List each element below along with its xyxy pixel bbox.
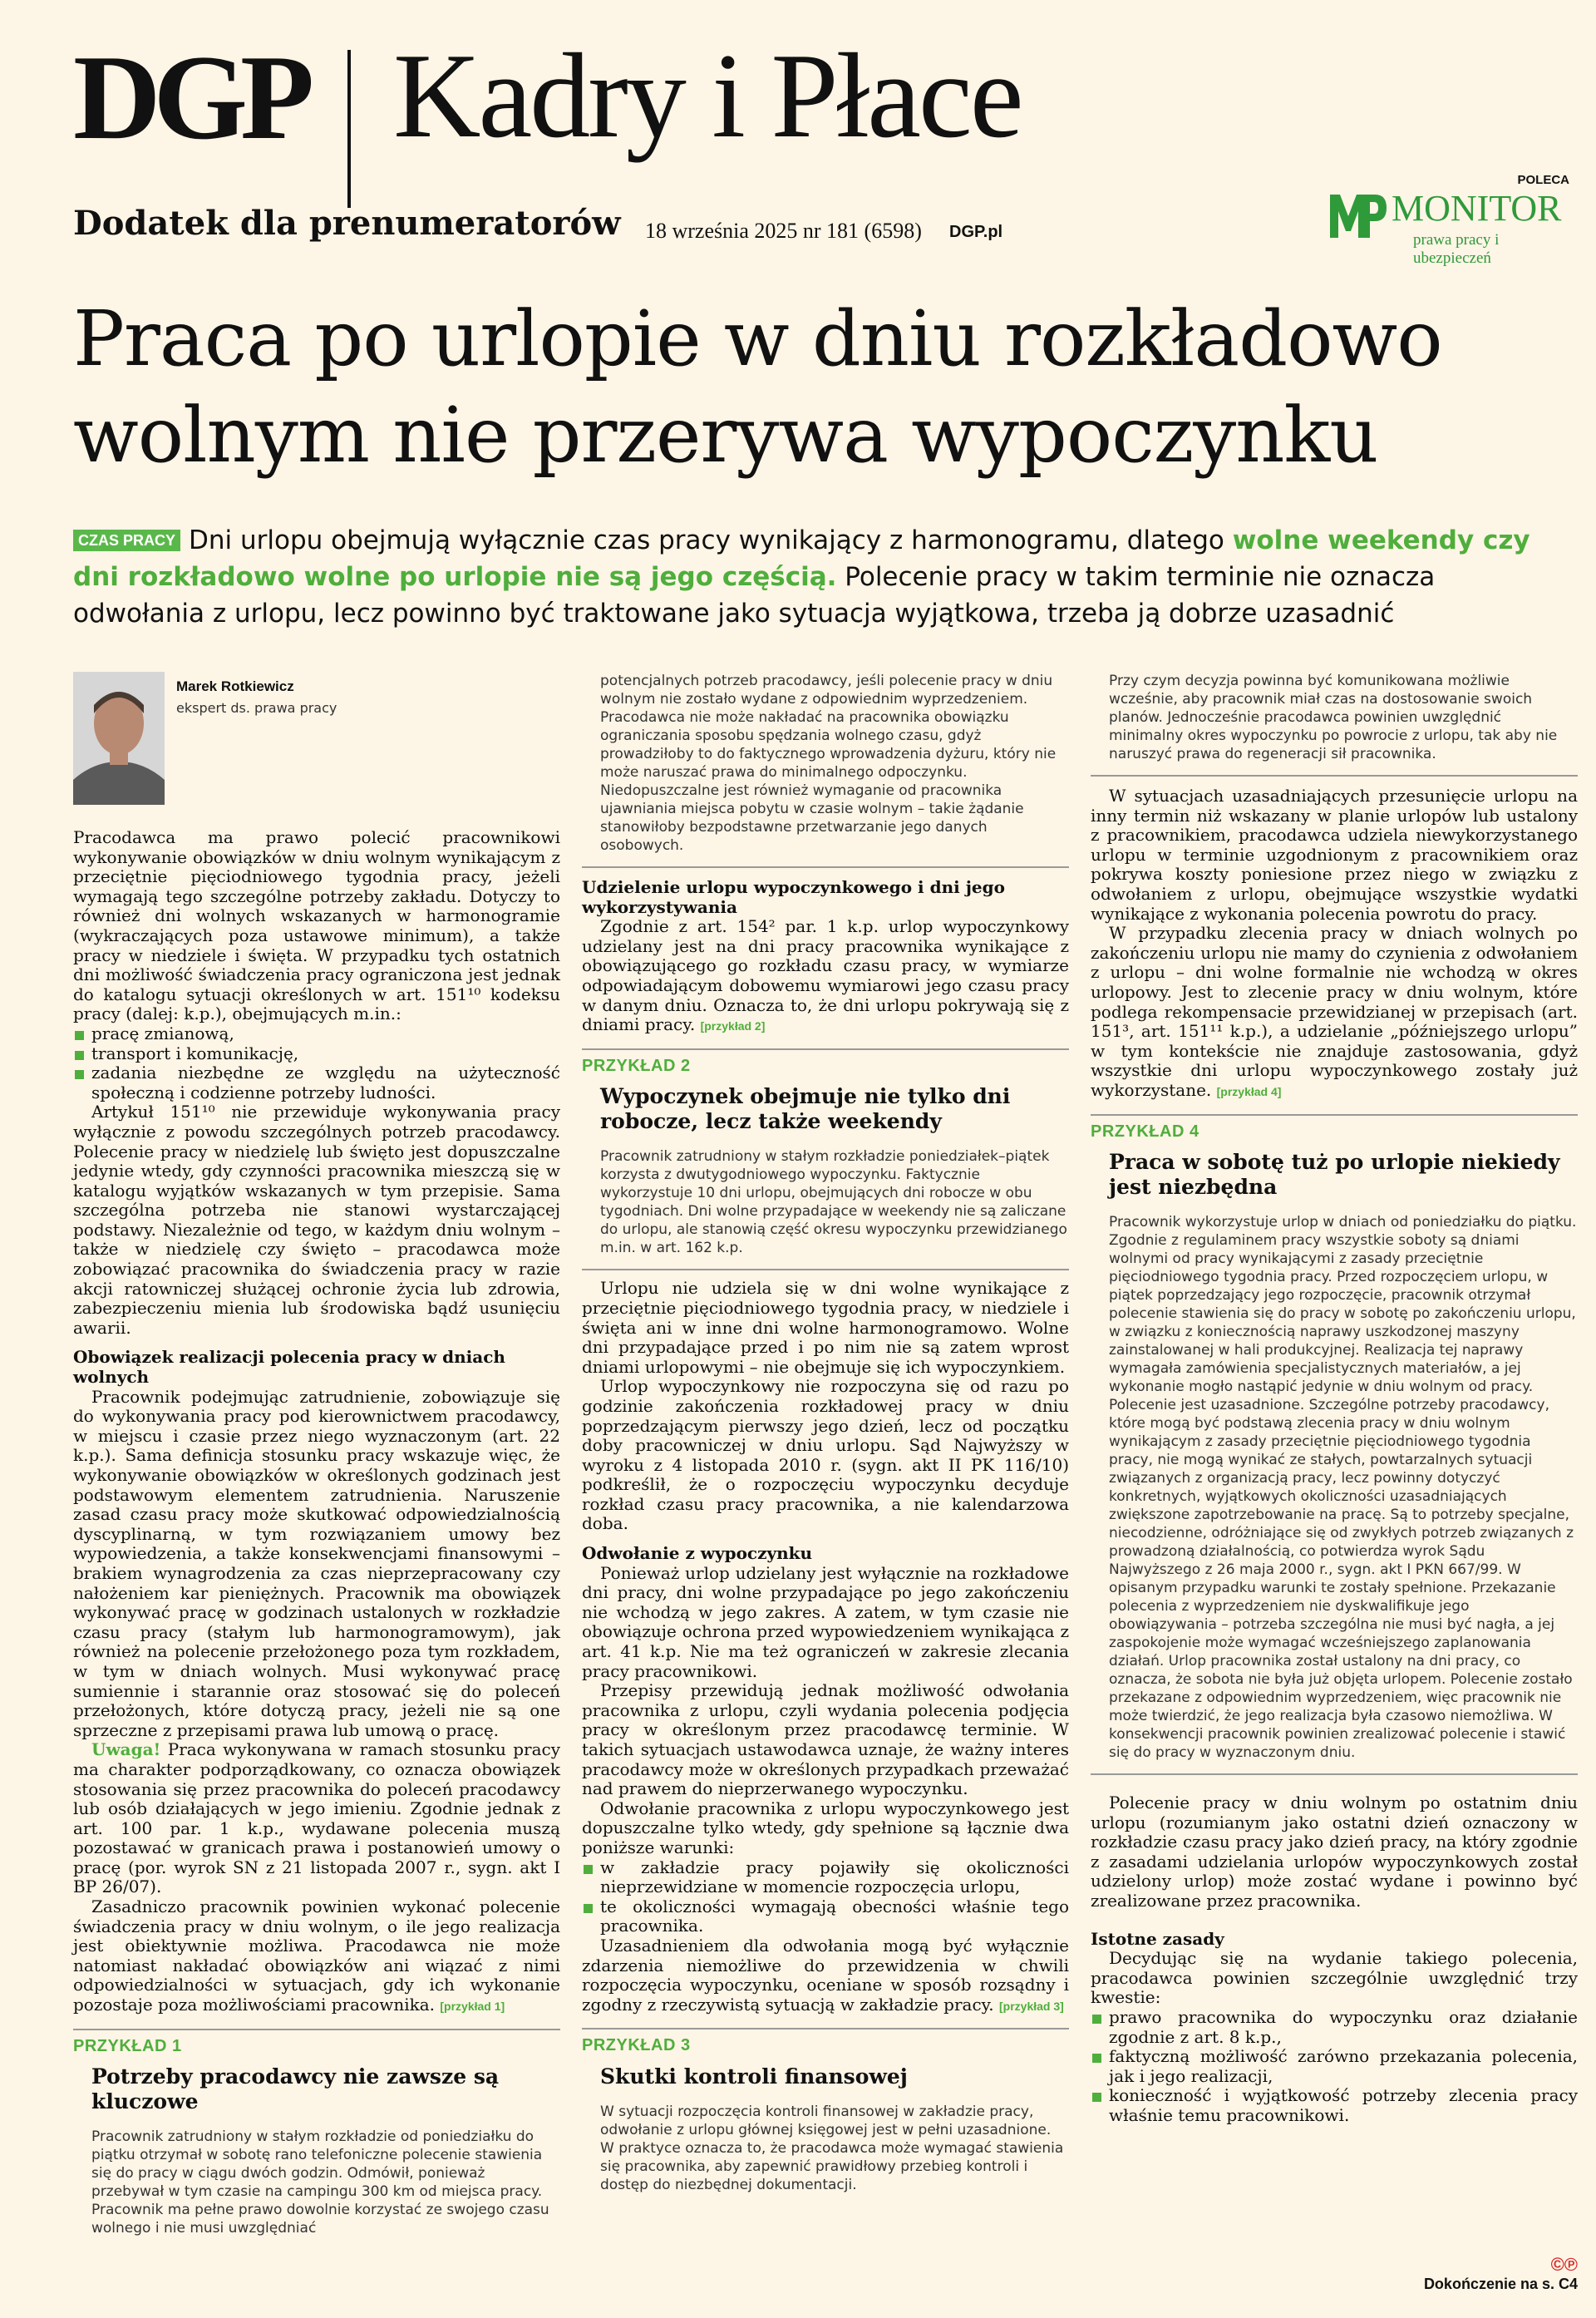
example-ref: [przykład 3] (999, 1999, 1064, 2013)
example-1-continued (582, 672, 1069, 868)
example-label: PRZYKŁAD 3 (582, 2028, 1069, 2056)
article-headline: Praca po urlopie w dniu rozkładowo wolnym nie przerywa wypoczynku (73, 294, 1442, 480)
issue-info: 18 września 2025 nr 181 (6598) (645, 219, 922, 243)
section-heading: Udzielenie urlopu wypoczynkowego i dni jego wykorzystywania (582, 877, 1005, 917)
col2-paragraph (582, 1936, 1069, 2016)
example-title: Potrzeby pracodawcy nie zawsze są kluczowe (91, 2064, 500, 2114)
col2-paragraph: Urlopu nie udziela się w dni wolne wynikające z przeciętnie pięciodniowego tygodnia pracy, w niedziele i święta ani w inne dni wolne harmonogramowo. Wolne dni przypadające przed i po nim nie są zatem wprost dniami urlopowymi – nie obejmuje się ich wypoczynkiem. (582, 1278, 1069, 1377)
masthead (73, 28, 1578, 267)
example-label: PRZYKŁAD 2 (582, 1048, 1069, 1077)
example-body: Pracownik zatrudniony w stałym rozkładzie poniedziałek–piątek korzysta z dwutygodniowego wypoczynku. Faktycznie wykorzystuje 10 dni urlopu, obejmujących dni robocze w obu tygodniach. Dni wolne przypadające w weekendy nie są zaliczane do urlopu, ale stanowią część okresu wypoczynku przewidzianego m.in. w art. 162 k.p. (600, 1148, 1067, 1257)
list-item: zadania niezbędne ze względu na użyteczność społeczną i codzienne potrzeby ludności. (73, 1063, 560, 1102)
example-2-box (582, 1048, 1069, 1271)
example-title: Praca w sobotę tuż po urlopie niekiedy jest niezbędna (1109, 1150, 1560, 1200)
section-heading: Istotne zasady (1091, 1928, 1224, 1949)
author-photo (73, 672, 165, 805)
list-item: prawo pracownika do wypoczynku oraz działanie zgodnie z art. 8 k.p., (1091, 2008, 1578, 2047)
example-3-continued (1091, 672, 1578, 777)
col2-text: Zgodnie z art. 154² par. 1 k.p. urlop wypoczynkowy udzielany jest na dni pracy pracownika wynikające z obowiązującego go rozkładu czasu pracy, w wymiarze odpowiadającym dobowemu wymiarowi jego czasu pracy w danym dniu. Oznacza to, że dni urlopu pokrywają się z dniami pracy. (582, 916, 1069, 1035)
author-role: ekspert ds. prawa pracy (176, 700, 337, 716)
list-item: w zakładzie pracy pojawiły się okoliczności nieprzewidziane w momencie rozpoczęcia urlopu, (582, 1858, 1069, 1897)
author-name: Marek Rotkiewicz (176, 678, 294, 694)
column-2 (582, 672, 1069, 2194)
mp-monitor-logo-icon (1328, 191, 1388, 239)
col3-paragraph (1091, 924, 1578, 1102)
column-3 (1091, 672, 1578, 2126)
col2-paragraph: Ponieważ urlop udzielany jest wyłącznie na rozkładowe dni pracy, dni wolne przypadające po jego zakończeniu nie wchodzą w jego zakres. A zatem, w tym czasie nie obowiązuje ochrona przed wypowiedzeniem wynikająca z art. 41 k.p. Nie ma też ograniczeń w zakresie zlecania pracy pracownikowi. (582, 1562, 1069, 1681)
dgp-logo: DGP (73, 30, 308, 165)
section-heading: Odwołanie z wypoczynku (582, 1543, 813, 1564)
list-item: te okoliczności wymagają obecności właśnie tego pracownika. (582, 1897, 1069, 1936)
column-1 (73, 672, 560, 2318)
col1-paragraph: Artykuł 151¹⁰ nie przewiduje wykonywania pracy wyłącznie z powodu szczególnych potrzeb pracodawcy. Polecenie pracy w niedzielę lub święto jest dopuszczalne jedynie wtedy, gdy czynności pracownika mieszczą się w katalogu wyjątków wskazanych w tym przepisie. Sama szczególna potrzeba nie stanowi wystarczającej podstawy. Niezależnie od tego, w każdym dniu wolnym – także w niedzielę czy święto – pracodawca może zobowiązać pracownika do świadczenia pracy w razie akcji ratowniczej służącej ochronie życia lub zdrowia, zabezpieczeniu mienia lub środowiska bądź usunięciu awarii. (73, 1102, 560, 1338)
supplement-subline: Dodatek dla prenumeratorów (73, 204, 621, 243)
list-item: faktyczną możliwość zarówno przekazania polecenia, jak i jego realizacji, (1091, 2047, 1578, 2086)
example-title: Wypoczynek obejmuje nie tylko dni robocze, lecz także weekendy (600, 1084, 1011, 1134)
lead-highlight: wolne weekendy czy dni rozkładowo wolne po urlopie nie są jego częścią. (73, 525, 1530, 592)
col2-text: Uzasadnieniem dla odwołania mogą być wyłącznie zdarzenia niemożliwe do przewidzenia w chwili rozpoczęcia wypoczynku, oceniane w sposób rozsądny i zgodny z rzeczywistą sytuacją w zakładzie pracy. (582, 1935, 1069, 2015)
section-title: Kadry i Płace (393, 28, 1022, 163)
col3-bullet-list (1091, 2008, 1578, 2126)
example-label: PRZYKŁAD 4 (1091, 1114, 1578, 1142)
poleca-label: POLECA (1517, 173, 1569, 187)
uwaga-label: Uwaga! (91, 1739, 161, 1760)
site-link[interactable]: DGP.pl (949, 223, 1003, 241)
example-body: Pracownik wykorzystuje urlop w dniach od poniedziałku do piątku. Zgodnie z regulaminem pracy wszystkie soboty są dniami wolnymi od pracy wynikającymi z zasady przeciętnie pięciodniowego tygodnia pracy. Przed rozpoczęciem urlopu, w piątek poprzedzający jego rozpoczęcie, pracownik otrzymał polecenie stawienia się do pracy w sobotę po zakończeniu urlopu, w związku z koniecznością naprawy uszkodzonej maszyny zainstalowanej w hali produkcyjnej. Realizacja tej naprawy wymagała zamówienia specjalistycznych materiałów, a jej wykonanie mogło nastąpić jedynie w dniu wolnym od pracy. Polecenie jest uzasadnione. Szczególne potrzeby pracodawcy, które mogą być podstawą zlecenia pracy w dniu wolnym wynikającym z zasady przeciętnie pięciodniowego tygodnia pracy, nie mogą wynikać ze stałych, powtarzalnych sytuacji związanych z organizacją pracy, lecz powinny dotyczyć konkretnych, wyjątkowych okoliczności uzasadniających zwiększone zapotrzebowanie na pracę. Są to potrzeby specjalne, niecodzienne, odróżniające się od zwykłych potrzeb związanych z prowadzoną działalnością, co potwierdza wyrok Sądu Najwyższego z 26 maja 2000 r., sygn. akt I PKN 667/99. W opisanym przypadku warunki te zostały spełnione. Przekazanie polecenia z wyprzedzeniem nie dyskwalifikuje jego obowiązywania – potrzeba szczególna nie musi być nagła, a jej zaspokojenie może wymagać wcześniejszego zaplanowania działań. Urlop pracownika został ustalony na dni pracy, co oznacza, że sobota nie była już objęta urlopem. Polecenie zostało przekazane z odpowiednim wyprzedzeniem, więc pracownik nie może twierdzić, że jego realizacja była czasowo niemożliwa. W konsekwencji pracownik powinien zrealizować polecenie i stawić się do pracy w wyznaczonym dniu. (1109, 1214, 1577, 1762)
col1-paragraph: Pracownik podejmując zatrudnienie, zobowiązuje się do wykonywania pracy pod kierownictwem pracodawcy, w miejscu i czasie przez niego wyznaczonym (art. 22 k.p.). Sama definicja stosunku pracy wskazuje więc, że wykonywanie obowiązków w określonych godzinach jest podstawowym elementem zatrudnienia. Naruszenie zasad czasu pracy może skutkować odpowiedzialnością dyscyplinarną, w tym rozwiązaniem umowy bez wypowiedzenia, a także konsekwencjami finansowymi – brakiem wynagrodzenia za czas nieprzepracowany czy nałożeniem kar pieniężnych. Pracownik ma obowiązek wykonywać pracę w godzinach ustalonych w rozkładzie czasu pracy (stałym lub harmonogramowym), jak również na polecenie przełożonego poza tym rozkładem, w tym w dniach wolnych. Musi wykonywać pracę sumiennie i starannie oraz stosować się do poleceń przełożonych, które dotyczą pracy, jeżeli nie są one sprzeczne z przepisami prawa lub umową o pracę. (73, 1386, 560, 1740)
example-ref: [przykład 1] (440, 2000, 505, 2014)
col3-paragraph: W sytuacjach uzasadniających przesunięcie urlopu na inny termin niż wskazany w planie urlopów lub ustalony z pracownikiem, pracodawca udziela niewykorzystanego urlopu w terminie uzgodnionym z pracownikiem oraz pokrywa koszty poniesione przez niego w związku z odwołaniem z urlopu, obejmujące wszystkie wydatki wynikające z wykonania polecenia powrotu do pracy. (1091, 786, 1578, 924)
article-lead (73, 522, 1553, 632)
col3-text: W przypadku zlecenia pracy w dniach wolnych po zakończeniu urlopu nie mamy do czynienia z odwołaniem z urlopu – dni wolne formalnie nie wchodzą w okres urlopowy. Jest to zlecenie pracy w dniu wolnym, które podlega rekompensacie przewidzianej w przepisach (art. 151³, art. 151¹¹ k.p.), a udzielanie „późniejszego urlopu” w tym kontekście nie znajduje zastosowania, gdyż wszystkie dni urlopu wypoczynkowego zostały już wykorzystane. (1091, 923, 1578, 1100)
example-label: PRZYKŁAD 1 (73, 2029, 560, 2057)
col1-text: Zasadniczo pracownik powinien wykonać polecenie świadczenia pracy w dniu wolnym, o ile jego realizacja jest obiektywnie możliwa. Pracodawca nie może natomiast nakładać obowiązków ani wiązać z nimi odpowiedzialności w sytuacjach, gdy ich wykonanie pozostaje poza możliwościami pracownika. (73, 1896, 560, 2015)
monitor-logo-text: MONITOR (1392, 188, 1562, 229)
monitor-logo-sub: prawa pracy i ubezpieczeń (1413, 231, 1500, 267)
col1-paragraph: Pracodawca ma prawo polecić pracownikowi wykonywanie obowiązków w dniu wolnym wynikającym z przeciętnie pięciodniowego tygodnia pracy, jeżeli wymagają tego szczególne potrzeby zakładu. Dotyczy to również dni wolnych wskazanych w harmonogramie (wykraczających poza ustawowe minimum), a także pracy w niedziele i święta. W przypadku tych ostatnich dni możliwość świadczenia pracy ograniczona jest jednak do katalogu sytuacji określonych w art. 151¹⁰ kodeksu pracy (dalej: k.p.), obejmujących m.in.: (73, 827, 560, 1024)
col2-bullet-list (582, 1858, 1069, 1936)
copyright-icon: ©℗ (1550, 2254, 1578, 2275)
example-ref: [przykład 2] (700, 1019, 766, 1033)
continuation-note: Dokończenie na s. C4 (1423, 2276, 1578, 2292)
uwaga-text: Praca wykonywana w ramach stosunku pracy ma charakter podporządkowany, co oznacza obowiązek stosowania się przez pracownika do poleceń pracodawcy lub osób działających w jego imieniu. Zgodnie jednak z art. 100 par. 1 k.p., wydawane polecenia muszą pozostawać w granicach prawa i postanowień umowy o pracę (por. wyrok SN z 21 listopada 2007 r., sygn. akt I BP 26/07). (73, 1739, 561, 1897)
col1-bullet-list (73, 1024, 560, 1102)
example-body: W sytuacji rozpoczęcia kontroli finansowej w zakładzie pracy, odwołanie z urlopu głównej księgowej jest w pełni uzasadnione. W praktyce oznacza to, że pracodawca może wymagać stawienia się pracownika, aby zapewnić prawidłowy przebieg kontroli i dostęp do niezbędnej dokumentacji. (600, 2103, 1064, 2193)
list-item: transport i komunikację, (73, 1044, 560, 1064)
col3-paragraph: Decydując się na wydanie takiego polecenia, pracodawca powinien szczególnie uwzględnić trzy kwestie: (1091, 1948, 1578, 2008)
list-item: pracę zmianową, (73, 1024, 560, 1044)
masthead-divider (347, 50, 351, 208)
example-4-box (1091, 1114, 1578, 1776)
col2-paragraph: Odwołanie pracownika z urlopu wypoczynkowego jest dopuszczalne tylko wtedy, gdy spełnione są łącznie dwa poniższe warunki: (582, 1798, 1069, 1857)
col1-paragraph (73, 1740, 560, 1897)
author-box (73, 672, 560, 813)
category-tag: CZAS PRACY (73, 530, 180, 551)
example-body: potencjalnych potrzeb pracodawcy, jeśli polecenie pracy w dniu wolnym nie zostało wydane z odpowiednim wyprzedzeniem. Pracodawca nie może nakładać na pracownika obowiązku ograniczania sposobu spędzania wolnego czasu, gdyż prowadziłoby to do faktycznego wprowadzenia dyżuru, który nie może naruszać prawa do minimalnego odpoczynku. Niedopuszczalne jest również wymaganie od pracownika ujawniania miejsca pobytu w czasie wolnym – takie żądanie stanowiłoby bezpodstawne przetwarzanie jego danych osobowych. (600, 673, 1057, 854)
col1-paragraph (73, 1897, 560, 2017)
example-ref: [przykład 4] (1216, 1084, 1282, 1098)
lead-part-1: Dni urlopu obejmują wyłącznie czas pracy wynikający z harmonogramu, dlatego (189, 525, 1224, 555)
example-body: Pracownik zatrudniony w stałym rozkładzie od poniedziałku do piątku otrzymał w sobotę rano telefoniczne polecenie stawienia się do pracy w ciągu dwóch godzin. Odmówił, ponieważ przebywał w tym czasie na campingu 300 km od miejsca pracy. Pracownik ma pełne prawo dowolnie korzystać ze swojego czasu wolnego i nie musi uwzględniać (91, 2128, 549, 2237)
col3-paragraph: Polecenie pracy w dniu wolnym po ostatnim dniu urlopu (rozumianym jako ostatni dzień oznaczony w rozkładzie czasu pracy jako dzień pracy, na który zgodnie z zasadami udzielania urlopów wypoczynkowych został udzielony urlop) może zostać wydane i powinno być zrealizowane przez pracownika. (1091, 1793, 1578, 1911)
col2-paragraph: Przepisy przewidują jednak możliwość odwołania pracownika z urlopu, czyli wydania polecenia podjęcia pracy w określonym przez pracodawcę terminie. W takich sytuacjach ustawodawca uznaje, że ważny interes pracodawcy może w określonych przypadkach przeważać nad prawem do nieprzerwanego wypoczynku. (582, 1680, 1069, 1799)
col2-paragraph (582, 917, 1069, 1037)
example-body: Przy czym decyzja powinna być komunikowana możliwie wcześnie, aby pracownik miał czas na dostosowanie swoich planów. Jednocześnie pracodawca powinien uwzględnić minimalny okres wypoczynku po powrocie z urlopu, tak aby nie naruszyć prawa do regeneracji sił pracownika. (1109, 673, 1558, 762)
lead-part-2: Polecenie pracy w takim terminie nie oznacza odwołania z urlopu, lecz powinno być traktowane jako sytuacja wyjątkowa, trzeba ją dobrze uzasadnić (73, 562, 1436, 629)
example-title: Skutki kontroli finansowej (600, 2064, 908, 2089)
col2-paragraph: Urlop wypoczynkowy nie rozpoczyna się od razu po godzinie zakończenia rozkładowej pracy w dniu poprzedzającym pierwszy jego dzień, lecz od początku doby pracowniczej w dniu urlopu. Sąd Najwyższy w wyroku z 4 listopada 2010 r. (sygn. akt II PK 116/10) podkreślił, że o rozpoczęciu wypoczynku decyduje rozkład czasu pracy pracownika, a nie kalendarzowa doba. (582, 1376, 1069, 1534)
section-heading: Obowiązek realizacji polecenia pracy w dniach wolnych (73, 1347, 505, 1388)
list-item: konieczność i wyjątkowość potrzeby zlecenia pracy właśnie temu pracownikowi. (1091, 2086, 1578, 2125)
page-footer (1424, 2254, 1578, 2293)
